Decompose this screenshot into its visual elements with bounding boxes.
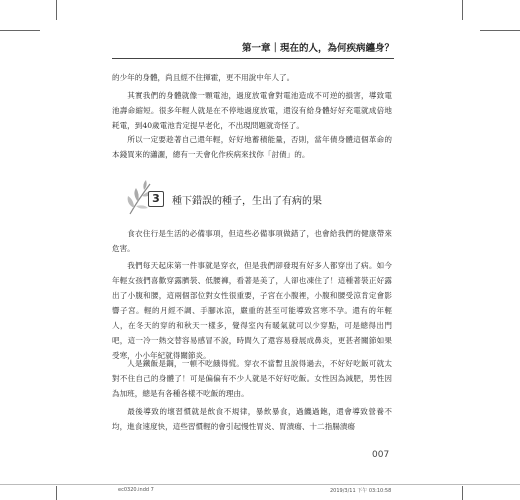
page-number: 007 bbox=[372, 450, 390, 460]
crop-mark bbox=[480, 30, 520, 31]
paragraph: 所以一定要趁著自己還年輕，好好地蓄積能量，否則，當年債身體這個革命的本錢買來的瀟灑，總有一天會化作疾病來找你「討債」的。 bbox=[112, 135, 392, 159]
section-title: 種下錯誤的種子，生出了有病的果 bbox=[172, 196, 322, 207]
footer-timestamp: 2019/3/11 下午 03:10:58 bbox=[330, 488, 392, 494]
paragraph: 食衣住行是生活的必備事項，但這些必備事項做錯了，也會給我們的健康帶來危害。 bbox=[112, 229, 392, 253]
chapter-title: 第一章｜現在的人，為何疾病纏身？ bbox=[241, 43, 394, 54]
running-header bbox=[112, 42, 394, 59]
crop-mark bbox=[56, 0, 57, 20]
crop-mark bbox=[0, 30, 40, 31]
crop-mark bbox=[462, 486, 463, 500]
paragraph: 我們每天起床第一件事就是穿衣，但是我們卻發現有好多人都穿出了病。如今年輕女孩們喜歡穿露臍裝、低腰褲，看著是美了，人卻也凍住了！這種著裝正好露出了小腹和腰，這兩個部位對女性很重要，子宮在小腹裡，小腹和腰受涼肯定會影響子宮。輕的月經不調、手腳冰涼，嚴重的甚至可能導致宮寒不孕。還有的年輕人，在冬天的穿的和秋天一樣多，覺得室內有暖氣就可以少穿點，可是總得出門吧，這一冷一熱交替容易感冒不說，時間久了還容易發展成鼻炎，更甚者關節如果受寒，小小年紀就得關節炎。 bbox=[112, 261, 392, 360]
paragraph: 人是鐵飯是鋼，一頓不吃餓得慌。穿衣不當暫且說得過去，不好好吃飯可就太對不住自己的身體了！可是偏偏有不少人就是不好好吃飯。女性因為減肥，男性因為加班，總是有各種各樣不吃飯的理由。 bbox=[112, 359, 392, 398]
section-number: 3 bbox=[148, 191, 164, 207]
paragraph: 其實我們的身體就像一顆電池，過度放電會對電池造成不可逆的損害，導致電池壽命縮短。很多年輕人就是在不停地過度放電，還沒有給身體好好充電就成倍地耗電，到40歲電池肯定提早老化，不出現問題就奇怪了。 bbox=[112, 91, 392, 130]
section-heading bbox=[128, 188, 388, 210]
crop-mark bbox=[56, 486, 57, 500]
crop-mark bbox=[462, 0, 463, 20]
paragraph: 最後導致的壞習慣就是飲食不規律，暴飲暴食，過饑過飽，還會導致營養不均，進食速度快，這些習慣輕的會引起慢性胃炎、胃潰瘍、十二指腸潰瘍 bbox=[112, 407, 392, 431]
footer-filename: ec0320.indd 7 bbox=[118, 487, 154, 493]
paragraph: 的少年的身體，尚且經不住揮霍，更不用說中年人了。 bbox=[112, 73, 295, 82]
footer-divider bbox=[0, 484, 520, 485]
